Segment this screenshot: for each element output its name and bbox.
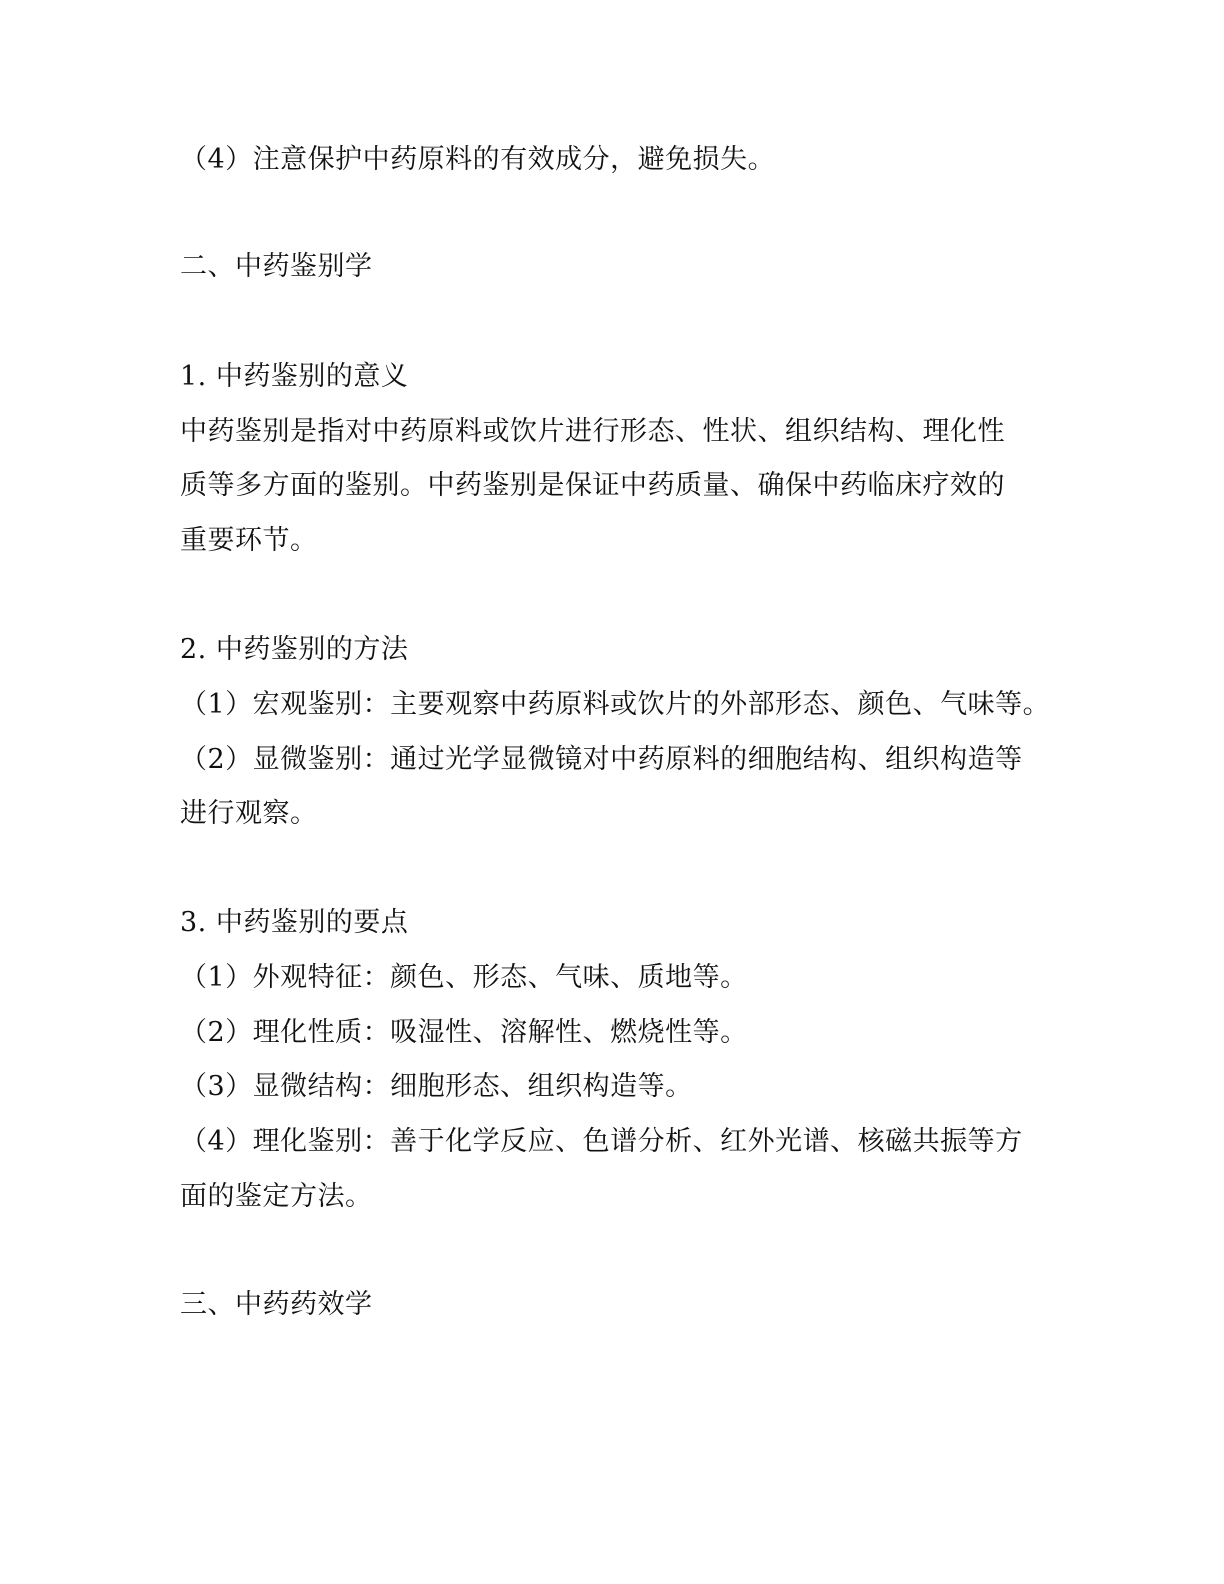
subheading-methods: 2. 中药鉴别的方法: [180, 634, 409, 665]
section-heading-pharmacodynamics: 三、中药药效学: [180, 1289, 373, 1320]
section-heading-identification: 二、中药鉴别学: [180, 251, 373, 282]
list-item-chemical-identification: （4）理化鉴别：善于化学反应、色谱分析、红外光谱、核磁共振等方: [180, 1126, 1023, 1157]
list-item-macro-identification: （1）宏观鉴别：主要观察中药原料或饮片的外部形态、颜色、气味等。: [180, 689, 1051, 720]
subheading-key-points: 3. 中药鉴别的要点: [180, 907, 409, 938]
paragraph-line: 质等多方面的鉴别。中药鉴别是保证中药质量、确保中药临床疗效的: [180, 470, 1005, 501]
list-item-microstructure: （3）显微结构：细胞形态、组织构造等。: [180, 1071, 693, 1102]
paragraph-line: 重要环节。: [180, 525, 318, 556]
subheading-significance: 1. 中药鉴别的意义: [180, 361, 409, 392]
list-item-micro-identification: （2）显微鉴别：通过光学显微镜对中药原料的细胞结构、组织构造等: [180, 744, 1023, 775]
list-item-protect-ingredients: （4）注意保护中药原料的有效成分，避免损失。: [180, 144, 776, 175]
paragraph-line: 中药鉴别是指对中药原料或饮片进行形态、性状、组织结构、理化性: [180, 416, 1005, 447]
list-item-appearance: （1）外观特征：颜色、形态、气味、质地等。: [180, 962, 748, 993]
list-item-continuation: 进行观察。: [180, 798, 318, 829]
list-item-physicochemical: （2）理化性质：吸湿性、溶解性、燃烧性等。: [180, 1017, 748, 1048]
list-item-continuation: 面的鉴定方法。: [180, 1181, 373, 1212]
